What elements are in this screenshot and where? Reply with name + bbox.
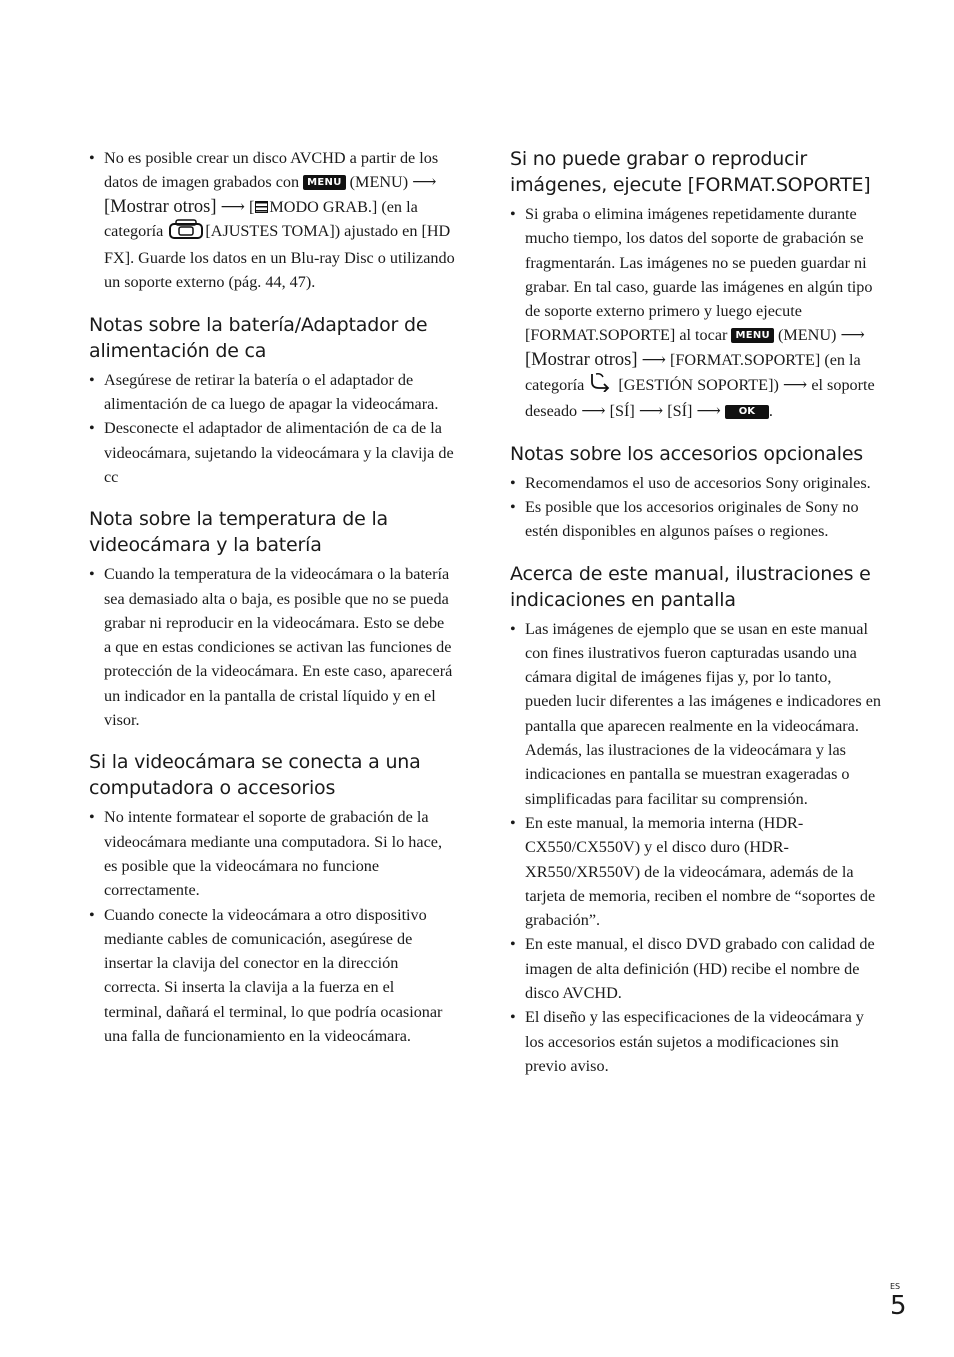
menu-button[interactable]: MENU	[303, 175, 345, 190]
arrow-right-icon: ⟶	[641, 349, 666, 369]
section-heading: Si la videocámara se conecta a una computadora o accesorios	[89, 751, 421, 800]
list-item: • Cuando la temperatura de la videocámara o la batería sea demasiado alta o baja, es posible que no se pueda grabar ni reproducir en la videocámara. Esto se debe a que en estas condiciones se activan las funciones de protección de la videocámara. En este caso, aparecerá un indicador en la pantalla de cristal líquido y en el visor.	[89, 562, 455, 732]
section-heading: Notas sobre los accesorios opcionales	[510, 442, 864, 465]
format-text-5: [GESTIÓN SOPORTE])	[618, 376, 779, 395]
intro-text-6: [AJUSTES TOMA]) ajustado en [HD FX]. Guarde los datos en un Blu-ray Disc o utilizando un soporte externo (pág. 44, 47).	[104, 221, 455, 292]
page-number: 5	[890, 1291, 907, 1321]
list-item: • Desconecte el adaptador de alimentación de ca de la videocámara, sujetando la videocámara y la clavija de cc	[89, 416, 455, 489]
section-computer	[89, 749, 455, 1048]
show-others-label: [Mostrar otros]	[104, 196, 217, 217]
format-text-6: el soporte deseado	[525, 376, 875, 421]
format-text-1: Si graba o elimina imágenes repetidamente durante mucho tiempo, los datos del soporte de grabación se fragmentarán. Las imágenes no se pueden guardar ni grabar. En tal caso, guarde las imágenes en algún tipo de soporte externo primero y luego ejecute [FORMAT.SOPORTE] al tocar	[525, 205, 873, 345]
show-others-label: [Mostrar otros]	[525, 349, 638, 370]
page-number-block	[890, 1282, 907, 1320]
camera-settings-icon	[168, 219, 204, 246]
format-text-4: [FORMAT.SOPORTE] (en la categoría	[525, 350, 861, 395]
bullet-list	[510, 617, 882, 1079]
list-item: • Es posible que los accesorios originales de Sony no estén disponibles en algunos países o regiones.	[510, 495, 882, 544]
section-accessories	[510, 441, 882, 544]
list-item: • En este manual, la memoria interna (HDR-CX550/CX550V) y el disco duro (HDR-XR550/XR550V) de la videocámara, además de la tarjeta de memoria, reciben el nombre de “soportes de grabación”.	[510, 811, 882, 932]
menu-button[interactable]: MENU	[731, 328, 773, 343]
section-format	[510, 146, 882, 424]
section-temperature	[89, 506, 455, 732]
bullet-list	[89, 368, 455, 489]
list-item: • Asegúrese de retirar la batería o el adaptador de alimentación de ca luego de apagar la videocámara.	[89, 368, 455, 417]
arrow-right-icon: ⟶	[638, 401, 664, 421]
section-heading: Si no puede grabar o reproducir imágenes, ejecute [FORMAT.SOPORTE]	[510, 148, 871, 196]
bullet-list	[510, 471, 882, 544]
bracket-open: [	[249, 197, 255, 216]
format-text-2: (MENU)	[777, 326, 837, 345]
intro-text-5: MODO GRAB.] (en la categoría	[104, 197, 418, 240]
yes-option-1: [SÍ]	[609, 402, 635, 421]
intro-text-1: No es posible crear un disco AVCHD a partir de los datos de imagen grabados con	[104, 149, 439, 192]
ok-button[interactable]: OK	[725, 405, 769, 419]
film-mode-icon	[255, 201, 268, 213]
section-manual	[510, 561, 882, 1079]
list-item: • Cuando conecte la videocámara a otro dispositivo mediante cables de comunicación, asegúrese de insertar la clavija del conector en la dirección correcta. Si inserta la clavija a la fuerza en el terminal, dañará el terminal, lo que podría ocasionar una falla de funcionamiento en la videocámara.	[89, 903, 455, 1049]
intro-list	[89, 146, 455, 295]
section-heading: Notas sobre la batería/Adaptador de alimentación de ca	[89, 313, 428, 362]
list-item: • No intente formatear el soporte de grabación de la videocámara mediante una computadora. Si lo hace, es posible que la videocámara no funcione correctamente.	[89, 805, 455, 902]
section-battery	[89, 312, 455, 489]
arrow-right-icon: ⟶	[220, 196, 245, 216]
intro-text-2: (MENU)	[349, 173, 409, 192]
list-item: • En este manual, el disco DVD grabado con calidad de imagen de alta definición (HD) recibe el nombre de disco AVCHD.	[510, 932, 882, 1005]
arrow-right-icon: ⟶	[581, 401, 606, 421]
list-item: • El diseño y las especificaciones de la videocámara y los accesorios están sujetos a modificaciones sin previo aviso.	[510, 1005, 882, 1078]
media-management-icon	[589, 372, 613, 399]
intro-bullet	[89, 146, 455, 295]
section-heading: Nota sobre la temperatura de la videocámara y la batería	[89, 508, 388, 557]
list-item: • Las imágenes de ejemplo que se usan en este manual con fines ilustrativos fueron capturadas usando una cámara digital de imágenes fijas y, por lo tanto, pueden lucir diferentes a las imágenes e indicadores en pantalla que aparecen realmente en la videocámara. Además, las ilustraciones de la videocámara y las indicaciones en pantalla se muestran exageradas o simplificadas para facilitar su comprensión.	[510, 617, 882, 811]
bullet-list	[510, 202, 882, 424]
list-item	[510, 202, 882, 424]
right-column	[510, 146, 882, 1095]
list-item: • Recomendamos el uso de accesorios Sony originales.	[510, 471, 882, 495]
bullet-list	[89, 562, 455, 732]
arrow-right-icon: ⟶	[840, 325, 865, 345]
format-text-9: .	[768, 402, 773, 421]
left-column	[89, 146, 455, 1065]
language-tag: ES	[890, 1282, 901, 1291]
section-heading: Acerca de este manual, ilustraciones e indicaciones en pantalla	[510, 562, 871, 611]
arrow-right-icon: ⟶	[412, 172, 437, 192]
yes-option-2: [SÍ]	[667, 402, 693, 421]
bullet-list	[89, 805, 455, 1048]
arrow-right-icon: ⟶	[782, 375, 808, 395]
arrow-right-icon: ⟶	[696, 401, 721, 421]
